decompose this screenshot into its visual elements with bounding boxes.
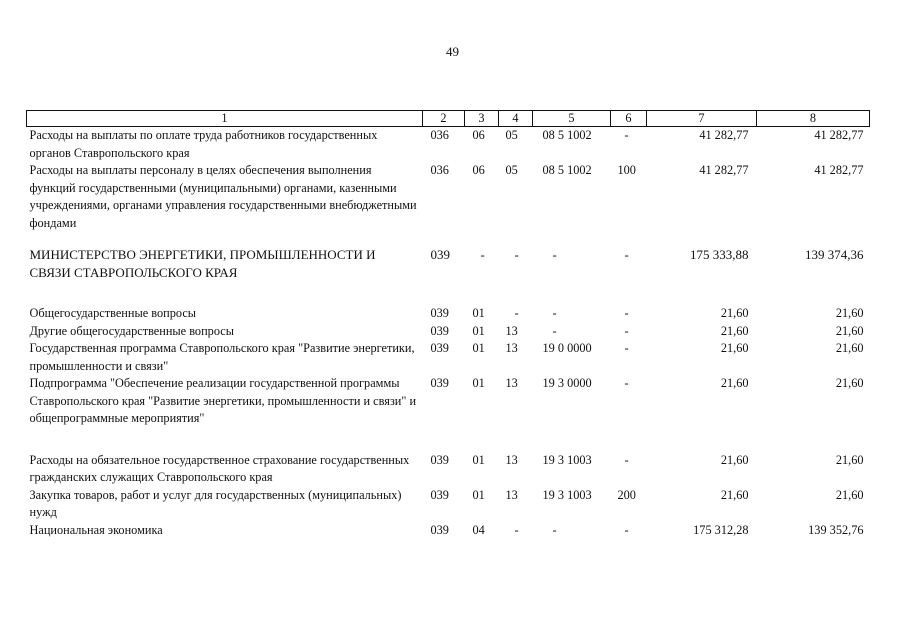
row-section-code: 04	[472, 522, 485, 537]
row-ministry-code: 036	[430, 128, 449, 142]
row-section-code: 06	[472, 163, 485, 177]
header-col-8: 8	[757, 111, 870, 127]
row-name: Закупка товаров, работ и услуг для государственных (муниципальных) нужд	[29, 487, 402, 519]
row-section-code: 01	[472, 306, 485, 320]
row-section-code: 06	[472, 128, 485, 142]
row-ministry-code: 039	[430, 247, 450, 262]
row-target-code: -	[552, 306, 557, 320]
row-ministry-code: 039	[430, 452, 449, 467]
row-expense-type: -	[624, 247, 629, 262]
row-name: Государственная программа Ставропольского края "Развитие энергетики, промышленности и связи"	[29, 341, 415, 373]
row-target-code: 19 3 1003	[542, 487, 592, 502]
row-target-code: 19 3 0000	[542, 376, 592, 390]
row-amount-1: 41 282,77	[699, 128, 749, 142]
row-subsection-code: -	[514, 522, 519, 537]
row-amount-2: 139 374,36	[805, 247, 864, 262]
row-name: Общегосударственные вопросы	[29, 306, 197, 320]
row-name: Подпрограмма "Обеспечение реализации государственной программы Ставропольского края "Развитие энергетики, промышленности и связи" и общепрограммные мероприятия"	[29, 376, 417, 425]
row-expense-type: 100	[617, 163, 636, 177]
row-subsection-code: 13	[505, 341, 518, 355]
row-ministry-code: 039	[430, 323, 449, 338]
row-amount-2: 21,60	[835, 487, 864, 502]
row-amount-1: 21,60	[720, 341, 749, 355]
row-ministry-code: 039	[430, 487, 449, 502]
row-name: Расходы на выплаты персоналу в целях обеспечения выполнения функций государственными (муниципальными) органами, казенными учреждениями, органами управления государственными внебюджетными фондами	[29, 163, 417, 230]
row-target-code: 08 5 1002	[542, 163, 592, 177]
row-ministry-code: 039	[430, 522, 449, 537]
header-col-3: 3	[465, 111, 499, 127]
row-amount-1: 21,60	[720, 306, 749, 320]
row-amount-2: 21,60	[835, 306, 864, 320]
header-col-7: 7	[647, 111, 757, 127]
row-target-code: 08 5 1002	[542, 128, 592, 142]
header-col-6: 6	[611, 111, 647, 127]
row-expense-type: -	[624, 341, 629, 355]
row-amount-2: 21,60	[835, 376, 864, 390]
row-target-code: -	[552, 247, 557, 262]
row-subsection-code: 13	[505, 323, 518, 338]
row-expense-type: -	[624, 522, 629, 537]
row-amount-2: 21,60	[835, 323, 864, 338]
header-col-2: 2	[423, 111, 465, 127]
row-ministry-code: 039	[430, 306, 449, 320]
table-row	[27, 452, 870, 487]
row-amount-1: 21,60	[720, 452, 749, 467]
row-name: Национальная экономика	[29, 522, 163, 537]
row-subsection-code: -	[514, 247, 519, 262]
row-amount-2: 21,60	[835, 452, 864, 467]
row-expense-type: -	[624, 452, 629, 467]
spacer-row	[27, 281, 870, 305]
row-target-code: -	[552, 522, 557, 537]
row-name: Расходы на обязательное государственное страхование государственных гражданских служащих Ставропольского края	[29, 452, 410, 484]
spacer-row	[27, 232, 870, 246]
table-row	[27, 127, 870, 163]
row-name: Расходы на выплаты по оплате труда работников государственных органов Ставропольского края	[29, 128, 378, 160]
row-amount-1: 21,60	[720, 323, 749, 338]
table-row	[27, 487, 870, 522]
budget-table	[26, 110, 870, 539]
header-col-5: 5	[533, 111, 611, 127]
row-name: Другие общегосударственные вопросы	[29, 323, 234, 338]
row-subsection-code: 05	[505, 163, 518, 177]
row-amount-2: 21,60	[835, 341, 864, 355]
table-row	[27, 375, 870, 428]
page-number: 49	[446, 44, 459, 59]
header-col-1: 1	[27, 111, 423, 127]
row-section-code: -	[480, 247, 485, 262]
row-expense-type: -	[624, 323, 629, 338]
row-subsection-code: 13	[505, 487, 518, 502]
row-amount-2: 41 282,77	[814, 128, 864, 142]
row-section-code: 01	[472, 452, 485, 467]
table-row	[27, 323, 870, 341]
row-section-code: 01	[472, 323, 485, 338]
row-amount-2: 139 352,76	[808, 522, 864, 537]
header-col-4: 4	[499, 111, 533, 127]
header-row	[27, 111, 870, 127]
row-ministry-code: 036	[430, 163, 449, 177]
row-target-code: 19 0 0000	[542, 341, 592, 355]
row-amount-1: 175 333,88	[690, 247, 749, 262]
table-row	[27, 305, 870, 323]
row-subsection-code: -	[514, 306, 519, 320]
row-expense-type: 200	[617, 487, 636, 502]
row-target-code: -	[552, 323, 557, 338]
spacer-cell	[27, 428, 870, 452]
row-ministry-code: 039	[430, 376, 449, 390]
spacer-cell	[27, 281, 870, 305]
table-row	[27, 162, 870, 232]
row-amount-1: 21,60	[720, 487, 749, 502]
row-amount-2: 41 282,77	[814, 163, 864, 177]
row-amount-1: 41 282,77	[699, 163, 749, 177]
table-row	[27, 522, 870, 540]
row-expense-type: -	[624, 128, 629, 142]
row-amount-1: 21,60	[720, 376, 749, 390]
row-target-code: 19 3 1003	[542, 452, 592, 467]
spacer-row	[27, 428, 870, 452]
table-row	[27, 340, 870, 375]
row-section-code: 01	[472, 341, 485, 355]
row-expense-type: -	[624, 376, 629, 390]
row-ministry-code: 039	[430, 341, 449, 355]
row-amount-1: 175 312,28	[693, 522, 749, 537]
row-subsection-code: 13	[505, 452, 518, 467]
table-row-ministry	[27, 246, 870, 281]
row-subsection-code: 13	[505, 376, 518, 390]
budget-table-container	[26, 110, 869, 539]
row-expense-type: -	[624, 306, 629, 320]
row-section-code: 01	[472, 376, 485, 390]
row-subsection-code: 05	[505, 128, 518, 142]
spacer-cell	[27, 232, 870, 246]
row-section-code: 01	[472, 487, 485, 502]
row-name: МИНИСТЕРСТВО ЭНЕРГЕТИКИ, ПРОМЫШЛЕННОСТИ И СВЯЗИ СТАВРОПОЛЬСКОГО КРАЯ	[29, 247, 376, 280]
